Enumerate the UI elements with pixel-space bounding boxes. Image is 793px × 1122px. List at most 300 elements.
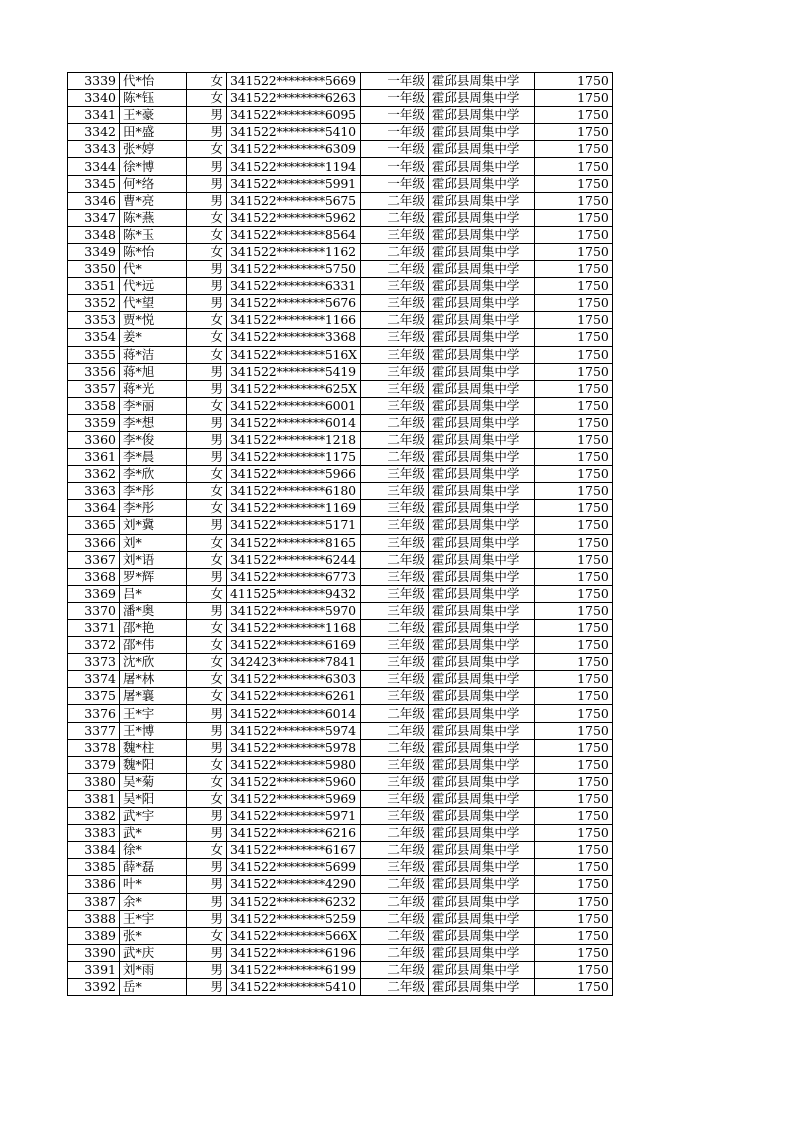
table-row xyxy=(68,859,613,876)
gender-cell: 女 xyxy=(187,141,227,158)
row-number-cell: 3370 xyxy=(68,602,120,619)
grade-cell: 二年级 xyxy=(360,910,428,927)
gender-cell: 女 xyxy=(187,483,227,500)
table-row xyxy=(68,534,613,551)
school-cell: 霍邱县周集中学 xyxy=(428,363,534,380)
gender-cell: 男 xyxy=(187,978,227,995)
gender-cell: 男 xyxy=(187,431,227,448)
gender-cell: 男 xyxy=(187,192,227,209)
amount-cell: 1750 xyxy=(534,568,612,585)
gender-cell: 男 xyxy=(187,261,227,278)
school-cell: 霍邱县周集中学 xyxy=(428,620,534,637)
table-row xyxy=(68,500,613,517)
table-row xyxy=(68,449,613,466)
amount-cell: 1750 xyxy=(534,141,612,158)
amount-cell: 1750 xyxy=(534,978,612,995)
row-number-cell: 3366 xyxy=(68,534,120,551)
school-cell: 霍邱县周集中学 xyxy=(428,397,534,414)
id-number-cell: 341522********5419 xyxy=(227,363,361,380)
student-name-cell: 潘*奥 xyxy=(120,602,187,619)
id-number-cell: 341522********8165 xyxy=(227,534,361,551)
student-name-cell: 王*宇 xyxy=(120,910,187,927)
amount-cell: 1750 xyxy=(534,773,612,790)
grade-cell: 二年级 xyxy=(360,825,428,842)
grade-cell: 二年级 xyxy=(360,893,428,910)
table-row xyxy=(68,278,613,295)
id-number-cell: 341522********8564 xyxy=(227,226,361,243)
gender-cell: 女 xyxy=(187,688,227,705)
gender-cell: 男 xyxy=(187,944,227,961)
grade-cell: 三年级 xyxy=(360,363,428,380)
gender-cell: 男 xyxy=(187,722,227,739)
table-row xyxy=(68,73,613,90)
school-cell: 霍邱县周集中学 xyxy=(428,346,534,363)
amount-cell: 1750 xyxy=(534,944,612,961)
grade-cell: 二年级 xyxy=(360,243,428,260)
amount-cell: 1750 xyxy=(534,961,612,978)
gender-cell: 男 xyxy=(187,876,227,893)
gender-cell: 女 xyxy=(187,654,227,671)
row-number-cell: 3381 xyxy=(68,790,120,807)
school-cell: 霍邱县周集中学 xyxy=(428,226,534,243)
amount-cell: 1750 xyxy=(534,705,612,722)
grade-cell: 一年级 xyxy=(360,158,428,175)
amount-cell: 1750 xyxy=(534,431,612,448)
amount-cell: 1750 xyxy=(534,671,612,688)
table-row xyxy=(68,517,613,534)
gender-cell: 女 xyxy=(187,551,227,568)
gender-cell: 女 xyxy=(187,90,227,107)
gender-cell: 男 xyxy=(187,517,227,534)
student-name-cell: 李*俊 xyxy=(120,431,187,448)
table-row xyxy=(68,602,613,619)
id-number-cell: 341522********6232 xyxy=(227,893,361,910)
gender-cell: 男 xyxy=(187,449,227,466)
row-number-cell: 3389 xyxy=(68,927,120,944)
table-row xyxy=(68,90,613,107)
gender-cell: 女 xyxy=(187,466,227,483)
grade-cell: 三年级 xyxy=(360,278,428,295)
row-number-cell: 3379 xyxy=(68,756,120,773)
student-name-cell: 邵*伟 xyxy=(120,637,187,654)
school-cell: 霍邱县周集中学 xyxy=(428,961,534,978)
school-cell: 霍邱县周集中学 xyxy=(428,329,534,346)
school-cell: 霍邱县周集中学 xyxy=(428,192,534,209)
amount-cell: 1750 xyxy=(534,73,612,90)
gender-cell: 男 xyxy=(187,568,227,585)
gender-cell: 男 xyxy=(187,363,227,380)
id-number-cell: 341522********1162 xyxy=(227,243,361,260)
amount-cell: 1750 xyxy=(534,312,612,329)
amount-cell: 1750 xyxy=(534,226,612,243)
id-number-cell: 341522********6331 xyxy=(227,278,361,295)
gender-cell: 女 xyxy=(187,773,227,790)
table-row xyxy=(68,585,613,602)
grade-cell: 二年级 xyxy=(360,722,428,739)
id-number-cell: 341522********5966 xyxy=(227,466,361,483)
table-row xyxy=(68,261,613,278)
id-number-cell: 341522********6169 xyxy=(227,637,361,654)
student-name-cell: 代* xyxy=(120,261,187,278)
grade-cell: 二年级 xyxy=(360,449,428,466)
gender-cell: 男 xyxy=(187,380,227,397)
school-cell: 霍邱县周集中学 xyxy=(428,654,534,671)
gender-cell: 女 xyxy=(187,842,227,859)
grade-cell: 一年级 xyxy=(360,90,428,107)
table-row xyxy=(68,329,613,346)
grade-cell: 一年级 xyxy=(360,141,428,158)
student-name-cell: 田*盛 xyxy=(120,124,187,141)
gender-cell: 男 xyxy=(187,961,227,978)
id-number-cell: 341522********1168 xyxy=(227,620,361,637)
id-number-cell: 341522********5971 xyxy=(227,808,361,825)
student-name-cell: 徐* xyxy=(120,842,187,859)
amount-cell: 1750 xyxy=(534,637,612,654)
grade-cell: 二年级 xyxy=(360,927,428,944)
row-number-cell: 3376 xyxy=(68,705,120,722)
id-number-cell: 341522********5991 xyxy=(227,175,361,192)
row-number-cell: 3357 xyxy=(68,380,120,397)
table-row xyxy=(68,431,613,448)
id-number-cell: 341522********4290 xyxy=(227,876,361,893)
row-number-cell: 3363 xyxy=(68,483,120,500)
table-row xyxy=(68,397,613,414)
student-name-cell: 王*博 xyxy=(120,722,187,739)
amount-cell: 1750 xyxy=(534,278,612,295)
school-cell: 霍邱县周集中学 xyxy=(428,175,534,192)
amount-cell: 1750 xyxy=(534,927,612,944)
school-cell: 霍邱县周集中学 xyxy=(428,944,534,961)
id-number-cell: 341522********1194 xyxy=(227,158,361,175)
row-number-cell: 3348 xyxy=(68,226,120,243)
id-number-cell: 341522********6773 xyxy=(227,568,361,585)
student-name-cell: 魏*柱 xyxy=(120,739,187,756)
table-row xyxy=(68,175,613,192)
school-cell: 霍邱县周集中学 xyxy=(428,551,534,568)
row-number-cell: 3390 xyxy=(68,944,120,961)
grade-cell: 三年级 xyxy=(360,346,428,363)
id-number-cell: 341522********6303 xyxy=(227,671,361,688)
table-row xyxy=(68,346,613,363)
grade-cell: 三年级 xyxy=(360,585,428,602)
gender-cell: 女 xyxy=(187,397,227,414)
student-name-cell: 邵*艳 xyxy=(120,620,187,637)
amount-cell: 1750 xyxy=(534,158,612,175)
school-cell: 霍邱县周集中学 xyxy=(428,568,534,585)
amount-cell: 1750 xyxy=(534,842,612,859)
id-number-cell: 341522********5410 xyxy=(227,124,361,141)
school-cell: 霍邱县周集中学 xyxy=(428,534,534,551)
table-row xyxy=(68,961,613,978)
table-row xyxy=(68,722,613,739)
row-number-cell: 3355 xyxy=(68,346,120,363)
amount-cell: 1750 xyxy=(534,722,612,739)
school-cell: 霍邱县周集中学 xyxy=(428,261,534,278)
school-cell: 霍邱县周集中学 xyxy=(428,449,534,466)
amount-cell: 1750 xyxy=(534,397,612,414)
amount-cell: 1750 xyxy=(534,620,612,637)
row-number-cell: 3367 xyxy=(68,551,120,568)
amount-cell: 1750 xyxy=(534,602,612,619)
gender-cell: 男 xyxy=(187,859,227,876)
row-number-cell: 3341 xyxy=(68,107,120,124)
id-number-cell: 341522********3368 xyxy=(227,329,361,346)
grade-cell: 三年级 xyxy=(360,380,428,397)
grade-cell: 三年级 xyxy=(360,671,428,688)
school-cell: 霍邱县周集中学 xyxy=(428,466,534,483)
student-name-cell: 岳* xyxy=(120,978,187,995)
grade-cell: 二年级 xyxy=(360,312,428,329)
student-subsidy-table xyxy=(67,72,613,996)
student-name-cell: 吕* xyxy=(120,585,187,602)
row-number-cell: 3360 xyxy=(68,431,120,448)
student-name-cell: 李*彤 xyxy=(120,500,187,517)
student-name-cell: 李*想 xyxy=(120,414,187,431)
row-number-cell: 3362 xyxy=(68,466,120,483)
row-number-cell: 3369 xyxy=(68,585,120,602)
gender-cell: 男 xyxy=(187,893,227,910)
amount-cell: 1750 xyxy=(534,688,612,705)
school-cell: 霍邱县周集中学 xyxy=(428,790,534,807)
amount-cell: 1750 xyxy=(534,329,612,346)
table-row xyxy=(68,295,613,312)
school-cell: 霍邱县周集中学 xyxy=(428,431,534,448)
student-name-cell: 武* xyxy=(120,825,187,842)
student-name-cell: 屠*襄 xyxy=(120,688,187,705)
row-number-cell: 3349 xyxy=(68,243,120,260)
school-cell: 霍邱县周集中学 xyxy=(428,671,534,688)
table-row xyxy=(68,363,613,380)
gender-cell: 男 xyxy=(187,107,227,124)
table-row xyxy=(68,380,613,397)
id-number-cell: 341522********6263 xyxy=(227,90,361,107)
id-number-cell: 341522********5962 xyxy=(227,209,361,226)
gender-cell: 女 xyxy=(187,329,227,346)
row-number-cell: 3361 xyxy=(68,449,120,466)
grade-cell: 二年级 xyxy=(360,961,428,978)
school-cell: 霍邱县周集中学 xyxy=(428,380,534,397)
table-row xyxy=(68,808,613,825)
table-row xyxy=(68,107,613,124)
grade-cell: 三年级 xyxy=(360,466,428,483)
student-name-cell: 蒋*洁 xyxy=(120,346,187,363)
table-row xyxy=(68,756,613,773)
school-cell: 霍邱县周集中学 xyxy=(428,158,534,175)
table-row xyxy=(68,620,613,637)
gender-cell: 女 xyxy=(187,756,227,773)
id-number-cell: 341522********5259 xyxy=(227,910,361,927)
row-number-cell: 3384 xyxy=(68,842,120,859)
id-number-cell: 341522********1169 xyxy=(227,500,361,517)
student-name-cell: 李*彤 xyxy=(120,483,187,500)
grade-cell: 二年级 xyxy=(360,414,428,431)
table-row xyxy=(68,790,613,807)
id-number-cell: 341522********1218 xyxy=(227,431,361,448)
gender-cell: 女 xyxy=(187,790,227,807)
grade-cell: 三年级 xyxy=(360,602,428,619)
table-row xyxy=(68,893,613,910)
grade-cell: 二年级 xyxy=(360,620,428,637)
student-name-cell: 何*络 xyxy=(120,175,187,192)
row-number-cell: 3371 xyxy=(68,620,120,637)
student-name-cell: 贾*悦 xyxy=(120,312,187,329)
row-number-cell: 3351 xyxy=(68,278,120,295)
amount-cell: 1750 xyxy=(534,449,612,466)
gender-cell: 女 xyxy=(187,312,227,329)
grade-cell: 三年级 xyxy=(360,688,428,705)
table-row xyxy=(68,551,613,568)
table-row xyxy=(68,414,613,431)
table-row xyxy=(68,637,613,654)
id-number-cell: 341522********6180 xyxy=(227,483,361,500)
gender-cell: 女 xyxy=(187,637,227,654)
school-cell: 霍邱县周集中学 xyxy=(428,124,534,141)
grade-cell: 三年级 xyxy=(360,773,428,790)
school-cell: 霍邱县周集中学 xyxy=(428,773,534,790)
school-cell: 霍邱县周集中学 xyxy=(428,893,534,910)
table-row xyxy=(68,141,613,158)
student-name-cell: 武*庆 xyxy=(120,944,187,961)
student-name-cell: 蒋*旭 xyxy=(120,363,187,380)
grade-cell: 三年级 xyxy=(360,859,428,876)
grade-cell: 三年级 xyxy=(360,756,428,773)
student-name-cell: 武*宇 xyxy=(120,808,187,825)
school-cell: 霍邱县周集中学 xyxy=(428,808,534,825)
student-name-cell: 王*宇 xyxy=(120,705,187,722)
row-number-cell: 3347 xyxy=(68,209,120,226)
id-number-cell: 341522********6244 xyxy=(227,551,361,568)
gender-cell: 女 xyxy=(187,500,227,517)
student-name-cell: 刘*语 xyxy=(120,551,187,568)
grade-cell: 三年级 xyxy=(360,483,428,500)
gender-cell: 男 xyxy=(187,808,227,825)
student-name-cell: 陈*怡 xyxy=(120,243,187,260)
table-row xyxy=(68,243,613,260)
id-number-cell: 341522********1166 xyxy=(227,312,361,329)
amount-cell: 1750 xyxy=(534,192,612,209)
gender-cell: 男 xyxy=(187,825,227,842)
id-number-cell: 341522********5974 xyxy=(227,722,361,739)
student-name-cell: 吴*阳 xyxy=(120,790,187,807)
school-cell: 霍邱县周集中学 xyxy=(428,825,534,842)
amount-cell: 1750 xyxy=(534,551,612,568)
table-row xyxy=(68,876,613,893)
school-cell: 霍邱县周集中学 xyxy=(428,278,534,295)
gender-cell: 女 xyxy=(187,620,227,637)
grade-cell: 三年级 xyxy=(360,568,428,585)
grade-cell: 二年级 xyxy=(360,431,428,448)
table-row xyxy=(68,825,613,842)
table-row xyxy=(68,158,613,175)
school-cell: 霍邱县周集中学 xyxy=(428,722,534,739)
row-number-cell: 3356 xyxy=(68,363,120,380)
id-number-cell: 341522********6095 xyxy=(227,107,361,124)
amount-cell: 1750 xyxy=(534,483,612,500)
grade-cell: 二年级 xyxy=(360,978,428,995)
school-cell: 霍邱县周集中学 xyxy=(428,500,534,517)
table-row xyxy=(68,209,613,226)
school-cell: 霍邱县周集中学 xyxy=(428,927,534,944)
amount-cell: 1750 xyxy=(534,910,612,927)
student-name-cell: 代*望 xyxy=(120,295,187,312)
id-number-cell: 341522********5970 xyxy=(227,602,361,619)
student-name-cell: 李*欣 xyxy=(120,466,187,483)
grade-cell: 二年级 xyxy=(360,944,428,961)
student-name-cell: 陈*燕 xyxy=(120,209,187,226)
student-name-cell: 叶* xyxy=(120,876,187,893)
row-number-cell: 3342 xyxy=(68,124,120,141)
table-row xyxy=(68,483,613,500)
id-number-cell: 341522********6167 xyxy=(227,842,361,859)
row-number-cell: 3358 xyxy=(68,397,120,414)
table-row xyxy=(68,978,613,995)
gender-cell: 女 xyxy=(187,585,227,602)
grade-cell: 三年级 xyxy=(360,637,428,654)
grade-cell: 一年级 xyxy=(360,175,428,192)
student-name-cell: 余* xyxy=(120,893,187,910)
row-number-cell: 3392 xyxy=(68,978,120,995)
school-cell: 霍邱县周集中学 xyxy=(428,73,534,90)
grade-cell: 三年级 xyxy=(360,534,428,551)
student-name-cell: 姜* xyxy=(120,329,187,346)
table-row xyxy=(68,312,613,329)
gender-cell: 男 xyxy=(187,705,227,722)
gender-cell: 女 xyxy=(187,671,227,688)
amount-cell: 1750 xyxy=(534,175,612,192)
amount-cell: 1750 xyxy=(534,414,612,431)
gender-cell: 男 xyxy=(187,295,227,312)
table-row xyxy=(68,842,613,859)
grade-cell: 三年级 xyxy=(360,295,428,312)
amount-cell: 1750 xyxy=(534,261,612,278)
gender-cell: 男 xyxy=(187,602,227,619)
grade-cell: 三年级 xyxy=(360,329,428,346)
student-name-cell: 陈*钰 xyxy=(120,90,187,107)
id-number-cell: 341522********5171 xyxy=(227,517,361,534)
row-number-cell: 3339 xyxy=(68,73,120,90)
student-name-cell: 刘* xyxy=(120,534,187,551)
grade-cell: 二年级 xyxy=(360,209,428,226)
amount-cell: 1750 xyxy=(534,739,612,756)
school-cell: 霍邱县周集中学 xyxy=(428,517,534,534)
school-cell: 霍邱县周集中学 xyxy=(428,483,534,500)
row-number-cell: 3373 xyxy=(68,654,120,671)
grade-cell: 二年级 xyxy=(360,551,428,568)
id-number-cell: 341522********6309 xyxy=(227,141,361,158)
id-number-cell: 341522********6014 xyxy=(227,705,361,722)
table-body xyxy=(68,73,613,996)
row-number-cell: 3388 xyxy=(68,910,120,927)
student-name-cell: 屠*林 xyxy=(120,671,187,688)
student-name-cell: 王*豪 xyxy=(120,107,187,124)
id-number-cell: 341522********5969 xyxy=(227,790,361,807)
table-row xyxy=(68,192,613,209)
school-cell: 霍邱县周集中学 xyxy=(428,107,534,124)
row-number-cell: 3359 xyxy=(68,414,120,431)
row-number-cell: 3374 xyxy=(68,671,120,688)
gender-cell: 男 xyxy=(187,158,227,175)
row-number-cell: 3372 xyxy=(68,637,120,654)
student-name-cell: 代*远 xyxy=(120,278,187,295)
amount-cell: 1750 xyxy=(534,363,612,380)
student-name-cell: 魏*阳 xyxy=(120,756,187,773)
table-row xyxy=(68,124,613,141)
id-number-cell: 341522********6014 xyxy=(227,414,361,431)
row-number-cell: 3353 xyxy=(68,312,120,329)
student-name-cell: 罗*辉 xyxy=(120,568,187,585)
id-number-cell: 341522********6001 xyxy=(227,397,361,414)
row-number-cell: 3354 xyxy=(68,329,120,346)
